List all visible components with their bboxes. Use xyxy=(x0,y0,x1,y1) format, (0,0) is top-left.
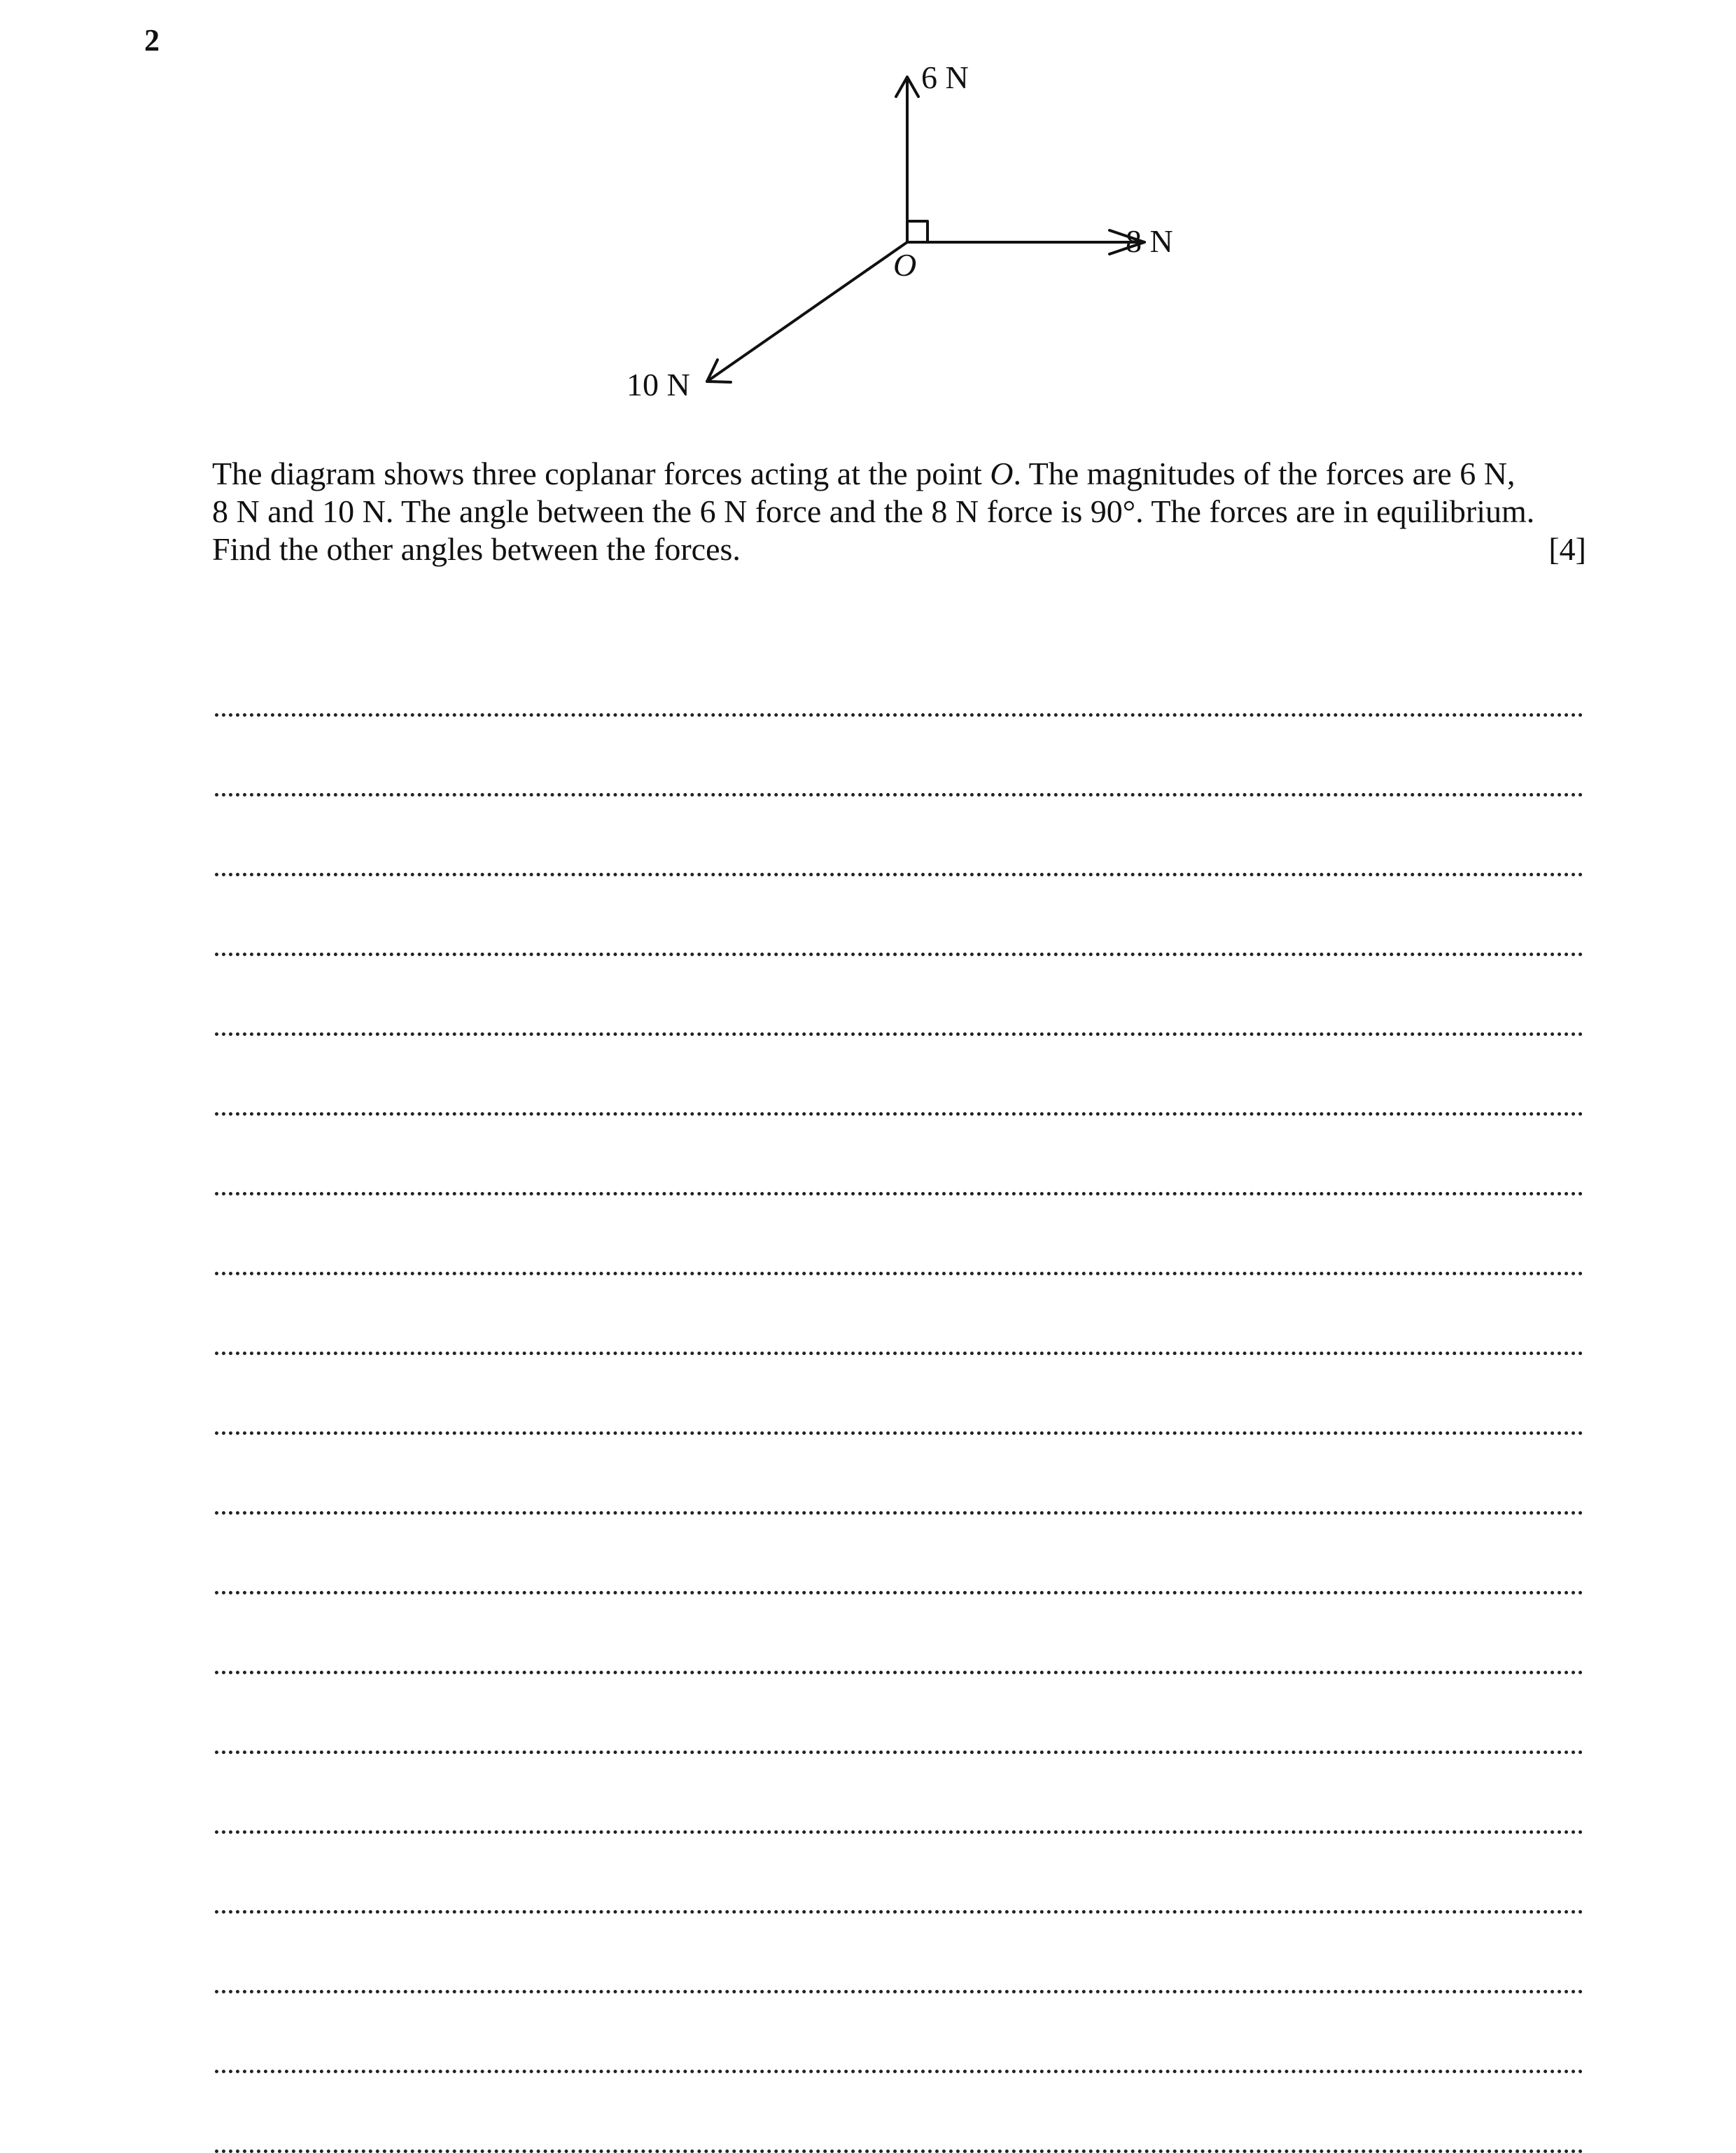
force-8n-label: 8 N xyxy=(1126,223,1173,259)
answer-line[interactable] xyxy=(215,1355,1583,1435)
question-text xyxy=(212,455,1586,568)
answer-line[interactable] xyxy=(215,1515,1583,1594)
question-line-3 xyxy=(212,531,1586,568)
answer-line[interactable] xyxy=(215,1914,1583,1993)
answer-line[interactable] xyxy=(215,1834,1583,1914)
page-number: 2 xyxy=(144,23,160,57)
force-6n-label: 6 N xyxy=(921,59,969,95)
force-10n-line xyxy=(707,242,907,381)
answer-line[interactable] xyxy=(215,1754,1583,1834)
question-line-1-start: The diagram shows three coplanar forces acting at the point xyxy=(212,456,990,491)
answer-line[interactable] xyxy=(215,1435,1583,1515)
answer-line[interactable] xyxy=(215,1275,1583,1355)
answer-area[interactable] xyxy=(215,637,1583,2153)
point-o-reference: O xyxy=(990,456,1014,491)
answer-line[interactable] xyxy=(215,876,1583,956)
question-instruction: Find the other angles between the forces. xyxy=(212,531,741,567)
answer-line[interactable] xyxy=(215,956,1583,1036)
question-line-2: 8 N and 10 N. The angle between the 6 N force and the 8 N force is 90°. The forces are in equilibrium. xyxy=(212,493,1535,529)
answer-line[interactable] xyxy=(215,1036,1583,1116)
question-line-1-end: . The magnitudes of the forces are 6 N, xyxy=(1013,456,1516,491)
force-10n-label: 10 N xyxy=(626,367,690,402)
answer-line[interactable] xyxy=(215,1594,1583,1674)
answer-line[interactable] xyxy=(215,2073,1583,2153)
force-diagram xyxy=(0,0,1736,448)
origin-label: O xyxy=(893,247,917,283)
answer-line[interactable] xyxy=(215,1195,1583,1275)
marks-label: [4] xyxy=(1548,531,1586,567)
answer-line[interactable] xyxy=(215,1993,1583,2073)
answer-line[interactable] xyxy=(215,637,1583,717)
answer-line[interactable] xyxy=(215,717,1583,797)
answer-line[interactable] xyxy=(215,1116,1583,1195)
answer-line[interactable] xyxy=(215,1674,1583,1754)
answer-line[interactable] xyxy=(215,797,1583,876)
question-line-1 xyxy=(212,455,1586,493)
right-angle-marker xyxy=(907,221,927,242)
